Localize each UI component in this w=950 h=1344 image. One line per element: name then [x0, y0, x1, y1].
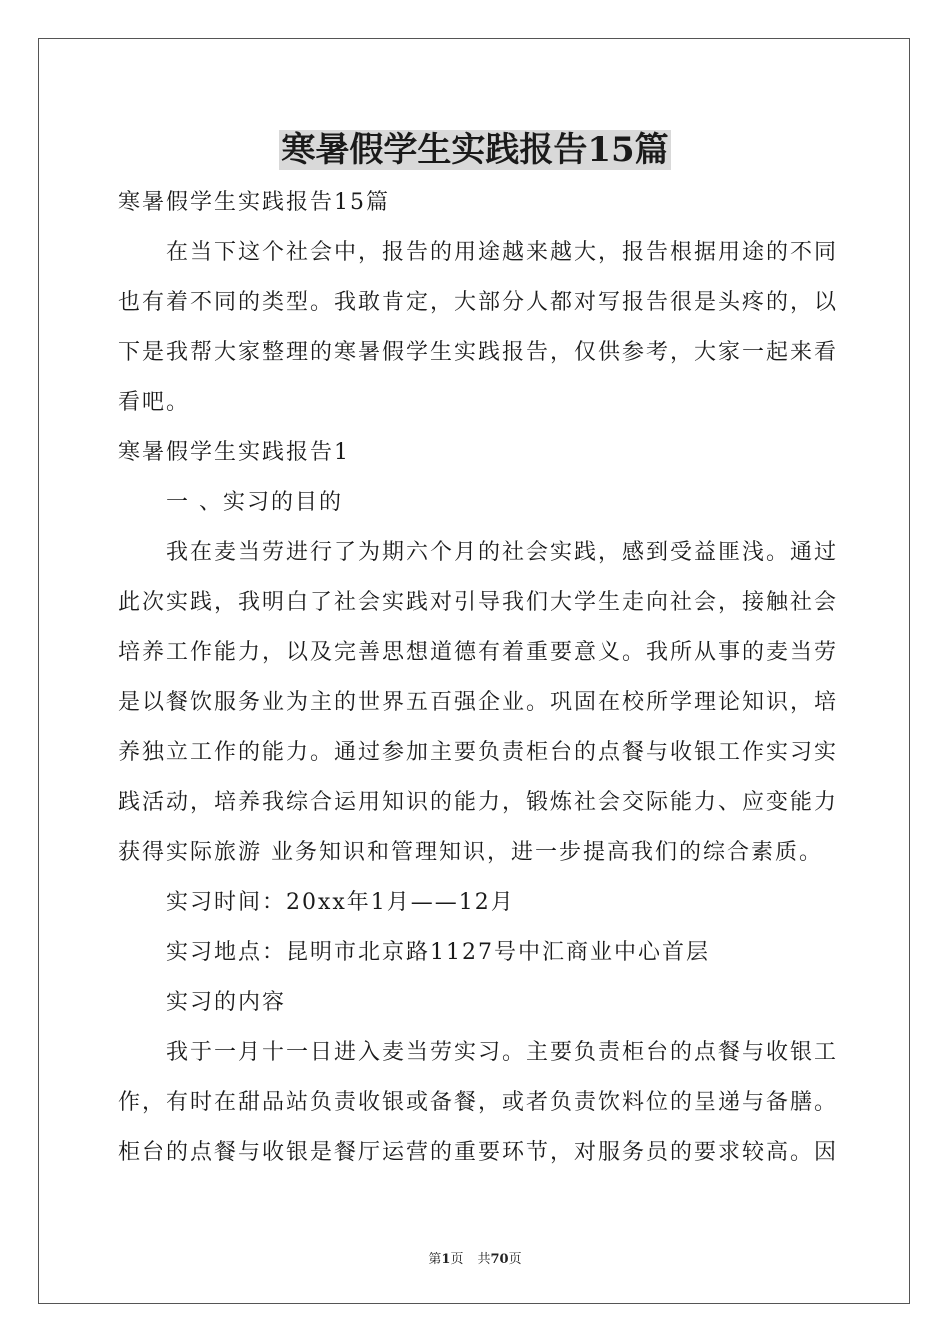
purpose-line: 此次实践，我明白了社会实践对引导我们大学生走向社会，接触社会	[118, 590, 839, 615]
page-suffix: 页	[450, 1252, 464, 1267]
purpose-line: 养独立工作的能力。通过参加主要负责柜台的点餐与收银工作实习实	[118, 740, 839, 765]
content-line: 柜台的点餐与收银是餐厅运营的重要环节，对服务员的要求较高。因	[118, 1140, 839, 1165]
content-line: 我于一月十一日进入麦当劳实习。主要负责柜台的点餐与收银工	[166, 1040, 839, 1065]
heading-purpose: 一 、实习的目的	[166, 490, 343, 515]
page-prefix: 第	[428, 1252, 442, 1267]
document-title	[0, 128, 950, 172]
internship-time: 实习时间：20xx年1月——12月	[166, 890, 515, 915]
total-pages: 70	[490, 1252, 509, 1267]
document-subtitle: 寒暑假学生实践报告15篇	[118, 190, 390, 215]
purpose-line: 是以餐饮服务业为主的世界五百强企业。巩固在校所学理论知识，培	[118, 690, 839, 715]
total-prefix: 共	[477, 1252, 491, 1267]
purpose-line: 我在麦当劳进行了为期六个月的社会实践，感到受益匪浅。通过	[166, 540, 839, 565]
intro-line: 下是我帮大家整理的寒暑假学生实践报告，仅供参考，大家一起来看	[118, 340, 839, 365]
purpose-line: 获得实际旅游 业务知识和管理知识，进一步提高我们的综合素质。	[118, 840, 823, 865]
internship-place: 实习地点：昆明市北京路1127号中汇商业中心首层	[166, 940, 710, 965]
section-title: 寒暑假学生实践报告1	[118, 440, 350, 465]
content-line: 作，有时在甜品站负责收银或备餐，或者负责饮料位的呈递与备膳。	[118, 1090, 839, 1115]
intro-line: 看吧。	[118, 390, 191, 415]
purpose-line: 培养工作能力，以及完善思想道德有着重要意义。我所从事的麦当劳	[118, 640, 839, 665]
total-suffix: 页	[508, 1252, 522, 1267]
document-title-text: 寒暑假学生实践报告15篇	[281, 130, 669, 170]
intro-line: 在当下这个社会中，报告的用途越来越大，报告根据用途的不同	[166, 240, 839, 265]
purpose-line: 践活动，培养我综合运用知识的能力，锻炼社会交际能力、应变能力	[118, 790, 839, 815]
intro-line: 也有着不同的类型。我敢肯定，大部分人都对写报告很是头疼的，以	[118, 290, 839, 315]
page-number: 1	[441, 1252, 451, 1267]
document-body	[118, 178, 839, 1178]
content-heading: 实习的内容	[166, 990, 287, 1015]
page-footer	[0, 1248, 950, 1267]
